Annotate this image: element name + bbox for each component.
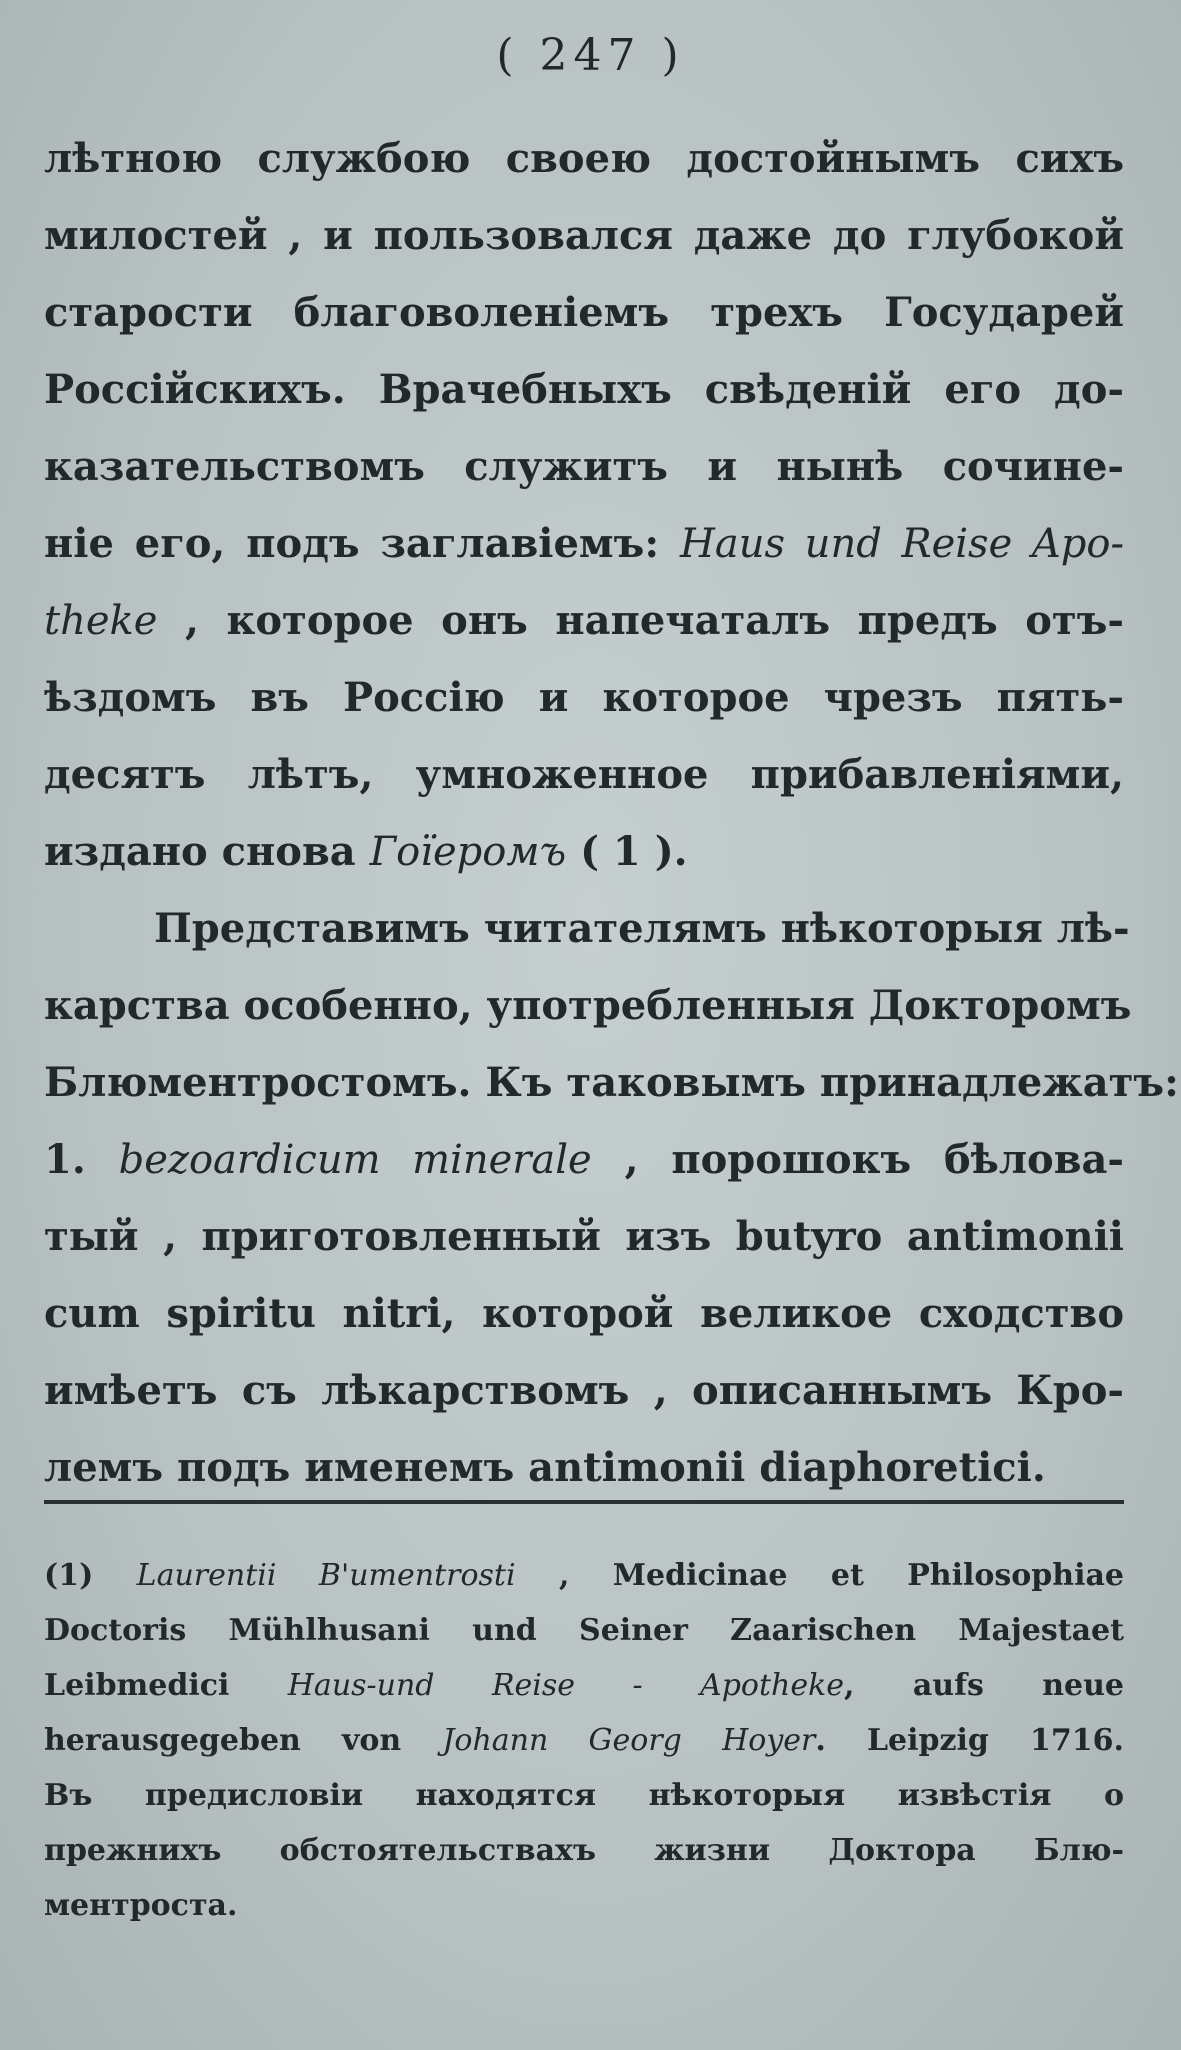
paragraph2-line — [44, 1121, 1124, 1198]
paragraph2-line: Представимъ читателямъ нѣкоторыя лѣ- — [154, 905, 1130, 952]
paragraph1-line: ѣздомъ въ Россію и которое чрезъ пять- — [44, 674, 1124, 721]
page-number: ( 247 ) — [496, 30, 685, 81]
footnote-line — [44, 1658, 1124, 1713]
line-text: , которое онъ напечаталъ предъ отъ- — [157, 597, 1124, 644]
line-text: (1) — [44, 1558, 137, 1593]
line-text: ніе его, подъ заглавіемъ: — [44, 520, 680, 567]
footnote-line: Doctoris Mühlhusani und Seiner Zaarischen Majestaet — [44, 1613, 1124, 1648]
line-text: ( 1 ). — [566, 828, 688, 875]
paragraph2-line: cum spiritu nitri, которой великое сходство — [44, 1290, 1124, 1337]
line-text: 1. — [44, 1136, 119, 1183]
paragraph-2 — [44, 890, 1179, 1506]
paragraph1-line — [44, 582, 1124, 659]
main-text — [44, 120, 1179, 1506]
paragraph1-line: старости благоволеніемъ трехъ Государей — [44, 289, 1124, 336]
paragraph1-line: казательствомъ служитъ и нынѣ сочине- — [44, 443, 1124, 490]
italic-text: Laurentii B'umentrosti — [136, 1558, 516, 1593]
paragraph1-line: Россійскихъ. Врачебныхъ свѣденій его до- — [44, 366, 1124, 413]
paragraph2-line: карства особенно, употребленныя Докторомъ — [44, 982, 1132, 1029]
line-text: herausgegeben von — [44, 1723, 443, 1758]
paragraph2-line: тый , приготовленный изъ butyro antimonii — [44, 1213, 1124, 1260]
paragraph1-line — [44, 505, 1124, 582]
footnote-line: Въ предисловіи находятся нѣкоторыя извѣстія о — [44, 1778, 1124, 1813]
paragraph2-line: Блюментростомъ. Къ таковымъ принадлежатъ: — [44, 1059, 1179, 1106]
line-text: Leibmedici — [44, 1668, 288, 1703]
italic-text: Haus und Reise Apo- — [680, 521, 1125, 567]
footnote-divider — [44, 1500, 1124, 1504]
line-text: , Medicinae et Philosophiae — [515, 1558, 1124, 1593]
footnote-line: ментроста. — [44, 1888, 238, 1923]
paragraph1-line: десятъ лѣтъ, умноженное прибавленіями, — [44, 751, 1124, 798]
paragraph1-line: милостей , и пользовался даже до глубокой — [44, 212, 1124, 259]
footnote-line — [44, 1713, 1124, 1768]
footnote-line — [44, 1548, 1124, 1603]
paragraph1-line: лѣтною службою своею достойнымъ сихъ — [44, 135, 1124, 182]
footnote — [44, 1548, 1124, 1933]
paragraph-1 — [44, 120, 1124, 890]
italic-text: theke — [44, 598, 158, 644]
italic-text: bezoardicum minerale — [118, 1137, 592, 1183]
line-text: , aufs neue — [844, 1668, 1124, 1703]
footnote-line: прежнихъ обстоятельствахъ жизни Доктора Блю- — [44, 1833, 1124, 1868]
line-text: . Leipzig 1716. — [815, 1723, 1124, 1758]
italic-text: Johann Georg Hoyer — [442, 1723, 816, 1758]
paragraph1-line — [44, 813, 1124, 890]
line-text: издано снова — [44, 828, 370, 875]
italic-text: Haus-und Reise - Apotheke — [287, 1668, 845, 1703]
paragraph2-line: имѣетъ съ лѣкарствомъ , описаннымъ Кро- — [44, 1367, 1124, 1414]
line-text: , порошокъ бѣлова- — [591, 1136, 1125, 1183]
paragraph2-line: лемъ подъ именемъ antimonii diaphoretici. — [44, 1444, 1046, 1491]
italic-text: Гоїеромъ — [369, 829, 567, 875]
